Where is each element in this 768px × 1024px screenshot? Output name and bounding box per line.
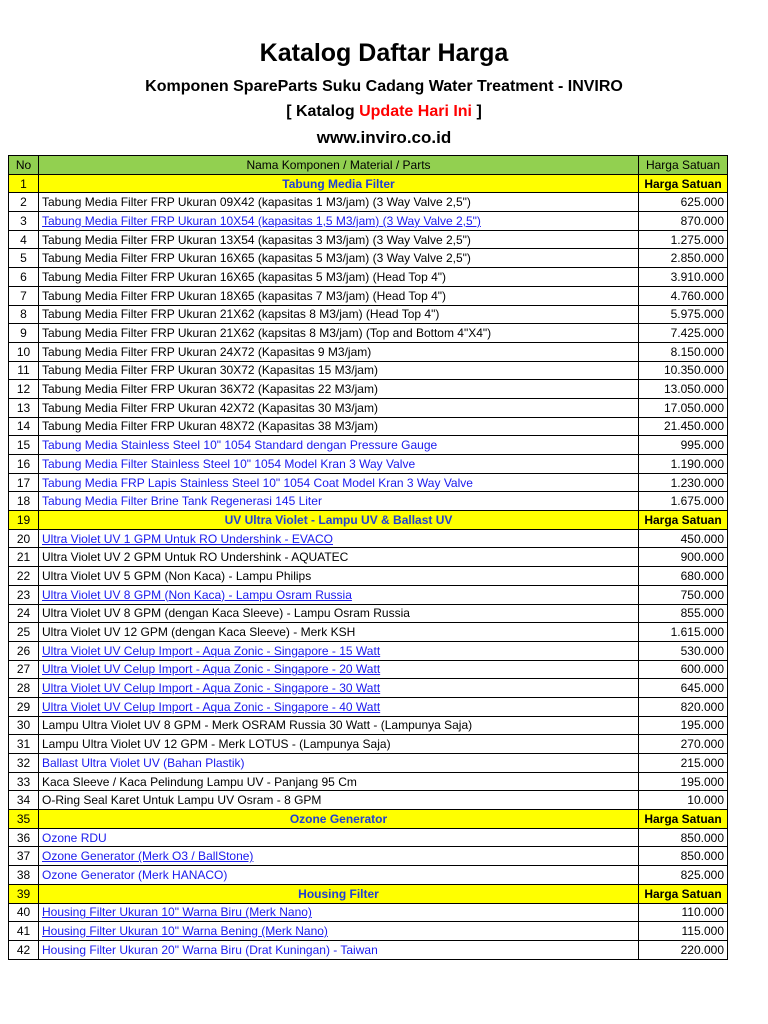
product-name: Ultra Violet UV 12 GPM (dengan Kaca Sleeve) - Merk KSH <box>39 623 639 642</box>
table-row <box>9 623 728 642</box>
row-number: 34 <box>9 791 39 810</box>
table-row <box>9 641 728 660</box>
table-row <box>9 585 728 604</box>
product-name: Tabung Media Filter FRP Ukuran 13X54 (kapasitas 3 M3/jam) (3 Way Valve 2,5") <box>39 230 639 249</box>
update-highlight: Update Hari Ini <box>359 103 472 120</box>
product-price: 750.000 <box>639 585 728 604</box>
section-row <box>9 810 728 829</box>
table-row <box>9 417 728 436</box>
table-row <box>9 697 728 716</box>
table-row <box>9 922 728 941</box>
table-row <box>9 660 728 679</box>
product-name[interactable]: Housing Filter Ukuran 20" Warna Biru (Drat Kuningan) - Taiwan <box>39 940 639 959</box>
product-price: 855.000 <box>639 604 728 623</box>
update-line <box>0 102 768 122</box>
table-row <box>9 604 728 623</box>
product-price: 870.000 <box>639 212 728 231</box>
row-number: 14 <box>9 417 39 436</box>
table-header-row <box>9 156 728 175</box>
product-price: 110.000 <box>639 903 728 922</box>
product-name[interactable]: Ozone Generator (Merk HANACO) <box>39 866 639 885</box>
section-title: Ozone Generator <box>39 810 639 829</box>
table-row <box>9 249 728 268</box>
product-price: 7.425.000 <box>639 324 728 343</box>
update-suffix: ] <box>472 103 482 120</box>
table-row <box>9 324 728 343</box>
row-number: 24 <box>9 604 39 623</box>
table-row <box>9 380 728 399</box>
row-number: 2 <box>9 193 39 212</box>
table-row <box>9 791 728 810</box>
row-number: 35 <box>9 810 39 829</box>
product-name: Tabung Media Filter FRP Ukuran 09X42 (kapasitas 1 M3/jam) (3 Way Valve 2,5") <box>39 193 639 212</box>
table-row <box>9 230 728 249</box>
price-table <box>8 155 728 960</box>
table-row <box>9 398 728 417</box>
product-name: Tabung Media Filter FRP Ukuran 18X65 (kapasitas 7 M3/jam) (Head Top 4") <box>39 286 639 305</box>
product-price: 270.000 <box>639 735 728 754</box>
table-row <box>9 866 728 885</box>
product-name: Kaca Sleeve / Kaca Pelindung Lampu UV - Panjang 95 Cm <box>39 772 639 791</box>
table-row <box>9 212 728 231</box>
product-name[interactable]: Ozone Generator (Merk O3 / BallStone) <box>39 847 639 866</box>
table-row <box>9 772 728 791</box>
product-name[interactable]: Tabung Media FRP Lapis Stainless Steel 10" 1054 Coat Model Kran 3 Way Valve <box>39 473 639 492</box>
table-row <box>9 193 728 212</box>
product-name: Ultra Violet UV 2 GPM Untuk RO Undershink - AQUATEC <box>39 548 639 567</box>
product-name[interactable]: Tabung Media Filter Brine Tank Regenerasi 145 Liter <box>39 492 639 511</box>
product-name: Tabung Media Filter FRP Ukuran 16X65 (kapasitas 5 M3/jam) (Head Top 4") <box>39 268 639 287</box>
product-price: 3.910.000 <box>639 268 728 287</box>
product-price: 530.000 <box>639 641 728 660</box>
table-row <box>9 268 728 287</box>
row-number: 36 <box>9 828 39 847</box>
row-number: 25 <box>9 623 39 642</box>
row-number: 21 <box>9 548 39 567</box>
row-number: 8 <box>9 305 39 324</box>
product-name: Lampu Ultra Violet UV 8 GPM - Merk OSRAM Russia 30 Watt - (Lampunya Saja) <box>39 716 639 735</box>
row-number: 6 <box>9 268 39 287</box>
product-name: Tabung Media Filter FRP Ukuran 42X72 (Kapasitas 30 M3/jam) <box>39 398 639 417</box>
row-number: 37 <box>9 847 39 866</box>
row-number: 33 <box>9 772 39 791</box>
product-price: 1.230.000 <box>639 473 728 492</box>
row-number: 18 <box>9 492 39 511</box>
table-row <box>9 735 728 754</box>
row-number: 41 <box>9 922 39 941</box>
row-number: 38 <box>9 866 39 885</box>
product-price: 1.615.000 <box>639 623 728 642</box>
section-price-label: Harga Satuan <box>639 884 728 903</box>
catalog-title: Katalog Daftar Harga <box>259 39 509 67</box>
table-row <box>9 548 728 567</box>
section-price-label: Harga Satuan <box>639 174 728 193</box>
product-price: 1.275.000 <box>639 230 728 249</box>
product-name[interactable]: Housing Filter Ukuran 10" Warna Biru (Merk Nano) <box>39 903 639 922</box>
product-price: 195.000 <box>639 716 728 735</box>
row-number: 30 <box>9 716 39 735</box>
product-price: 625.000 <box>639 193 728 212</box>
product-price: 680.000 <box>639 567 728 586</box>
product-name[interactable]: Ultra Violet UV Celup Import - Aqua Zonic - Singapore - 40 Watt <box>39 697 639 716</box>
table-row <box>9 679 728 698</box>
product-price: 215.000 <box>639 754 728 773</box>
product-name: Ultra Violet UV 8 GPM (dengan Kaca Sleeve) - Lampu Osram Russia <box>39 604 639 623</box>
header-price: Harga Satuan <box>639 156 728 175</box>
row-number: 3 <box>9 212 39 231</box>
product-price: 850.000 <box>639 828 728 847</box>
row-number: 7 <box>9 286 39 305</box>
product-name[interactable]: Tabung Media Filter Stainless Steel 10" 1054 Model Kran 3 Way Valve <box>39 455 639 474</box>
product-price: 195.000 <box>639 772 728 791</box>
section-row <box>9 884 728 903</box>
product-price: 1.675.000 <box>639 492 728 511</box>
product-price: 645.000 <box>639 679 728 698</box>
table-row <box>9 436 728 455</box>
product-name: Tabung Media Filter FRP Ukuran 30X72 (Kapasitas 15 M3/jam) <box>39 361 639 380</box>
row-number: 22 <box>9 567 39 586</box>
section-row <box>9 511 728 530</box>
table-row <box>9 828 728 847</box>
product-price: 2.850.000 <box>639 249 728 268</box>
product-name[interactable]: Ultra Violet UV Celup Import - Aqua Zonic - Singapore - 15 Watt <box>39 641 639 660</box>
product-price: 995.000 <box>639 436 728 455</box>
update-prefix: [ Katalog <box>286 103 360 120</box>
row-number: 13 <box>9 398 39 417</box>
section-title: Housing Filter <box>39 884 639 903</box>
table-row <box>9 305 728 324</box>
row-number: 23 <box>9 585 39 604</box>
table-row <box>9 754 728 773</box>
table-row <box>9 286 728 305</box>
section-title: Tabung Media Filter <box>39 174 639 193</box>
row-number: 16 <box>9 455 39 474</box>
row-number: 9 <box>9 324 39 343</box>
row-number: 42 <box>9 940 39 959</box>
row-number: 29 <box>9 697 39 716</box>
product-name[interactable]: Tabung Media Filter FRP Ukuran 10X54 (kapasitas 1,5 M3/jam) (3 Way Valve 2,5") <box>39 212 639 231</box>
product-price: 4.760.000 <box>639 286 728 305</box>
product-price: 115.000 <box>639 922 728 941</box>
row-number: 26 <box>9 641 39 660</box>
product-price: 21.450.000 <box>639 417 728 436</box>
product-price: 900.000 <box>639 548 728 567</box>
product-price: 8.150.000 <box>639 342 728 361</box>
product-name: Tabung Media Filter FRP Ukuran 21X62 (kapsitas 8 M3/jam) (Head Top 4") <box>39 305 639 324</box>
product-name[interactable]: Ultra Violet UV Celup Import - Aqua Zonic - Singapore - 30 Watt <box>39 679 639 698</box>
product-name: Tabung Media Filter FRP Ukuran 36X72 (Kapasitas 22 M3/jam) <box>39 380 639 399</box>
row-number: 15 <box>9 436 39 455</box>
row-number: 19 <box>9 511 39 530</box>
product-price: 17.050.000 <box>639 398 728 417</box>
product-price: 1.190.000 <box>639 455 728 474</box>
product-name[interactable]: Ultra Violet UV 8 GPM (Non Kaca) - Lampu Osram Russia <box>39 585 639 604</box>
product-price: 220.000 <box>639 940 728 959</box>
product-price: 450.000 <box>639 529 728 548</box>
table-row <box>9 473 728 492</box>
row-number: 17 <box>9 473 39 492</box>
row-number: 11 <box>9 361 39 380</box>
product-price: 5.975.000 <box>639 305 728 324</box>
row-number: 5 <box>9 249 39 268</box>
product-name: Lampu Ultra Violet UV 12 GPM - Merk LOTUS - (Lampunya Saja) <box>39 735 639 754</box>
row-number: 1 <box>9 174 39 193</box>
product-price: 10.000 <box>639 791 728 810</box>
section-price-label: Harga Satuan <box>639 511 728 530</box>
product-name: Tabung Media Filter FRP Ukuran 16X65 (kapasitas 5 M3/jam) (3 Way Valve 2,5") <box>39 249 639 268</box>
row-number: 20 <box>9 529 39 548</box>
row-number: 12 <box>9 380 39 399</box>
section-title: UV Ultra Violet - Lampu UV & Ballast UV <box>39 511 639 530</box>
product-name: O-Ring Seal Karet Untuk Lampu UV Osram - 8 GPM <box>39 791 639 810</box>
product-name: Ultra Violet UV 5 GPM (Non Kaca) - Lampu Philips <box>39 567 639 586</box>
row-number: 32 <box>9 754 39 773</box>
row-number: 39 <box>9 884 39 903</box>
product-price: 825.000 <box>639 866 728 885</box>
product-price: 600.000 <box>639 660 728 679</box>
product-name[interactable]: Ultra Violet UV Celup Import - Aqua Zonic - Singapore - 20 Watt <box>39 660 639 679</box>
header-no: No <box>9 156 39 175</box>
product-name: Tabung Media Filter FRP Ukuran 24X72 (Kapasitas 9 M3/jam) <box>39 342 639 361</box>
catalog-subtitle: Komponen SpareParts Suku Cadang Water Treatment - INVIRO <box>145 78 623 95</box>
table-row <box>9 529 728 548</box>
table-row <box>9 361 728 380</box>
table-row <box>9 492 728 511</box>
product-name[interactable]: Ultra Violet UV 1 GPM Untuk RO Undershink - EVACO <box>39 529 639 548</box>
product-name[interactable]: Tabung Media Stainless Steel 10" 1054 Standard dengan Pressure Gauge <box>39 436 639 455</box>
row-number: 28 <box>9 679 39 698</box>
product-price: 13.050.000 <box>639 380 728 399</box>
table-row <box>9 940 728 959</box>
product-price: 10.350.000 <box>639 361 728 380</box>
product-name: Tabung Media Filter FRP Ukuran 48X72 (Kapasitas 38 M3/jam) <box>39 417 639 436</box>
table-row <box>9 455 728 474</box>
website-url[interactable]: www.inviro.co.id <box>316 128 452 147</box>
row-number: 10 <box>9 342 39 361</box>
row-number: 40 <box>9 903 39 922</box>
product-name: Tabung Media Filter FRP Ukuran 21X62 (kapsitas 8 M3/jam) (Top and Bottom 4"X4") <box>39 324 639 343</box>
row-number: 27 <box>9 660 39 679</box>
product-name[interactable]: Ballast Ultra Violet UV (Bahan Plastik) <box>39 754 639 773</box>
row-number: 4 <box>9 230 39 249</box>
product-price: 820.000 <box>639 697 728 716</box>
product-name[interactable]: Housing Filter Ukuran 10" Warna Bening (Merk Nano) <box>39 922 639 941</box>
product-name[interactable]: Ozone RDU <box>39 828 639 847</box>
row-number: 31 <box>9 735 39 754</box>
table-row <box>9 847 728 866</box>
table-row <box>9 342 728 361</box>
section-row <box>9 174 728 193</box>
section-price-label: Harga Satuan <box>639 810 728 829</box>
header-name: Nama Komponen / Material / Parts <box>39 156 639 175</box>
table-row <box>9 716 728 735</box>
product-price: 850.000 <box>639 847 728 866</box>
table-row <box>9 567 728 586</box>
table-row <box>9 903 728 922</box>
